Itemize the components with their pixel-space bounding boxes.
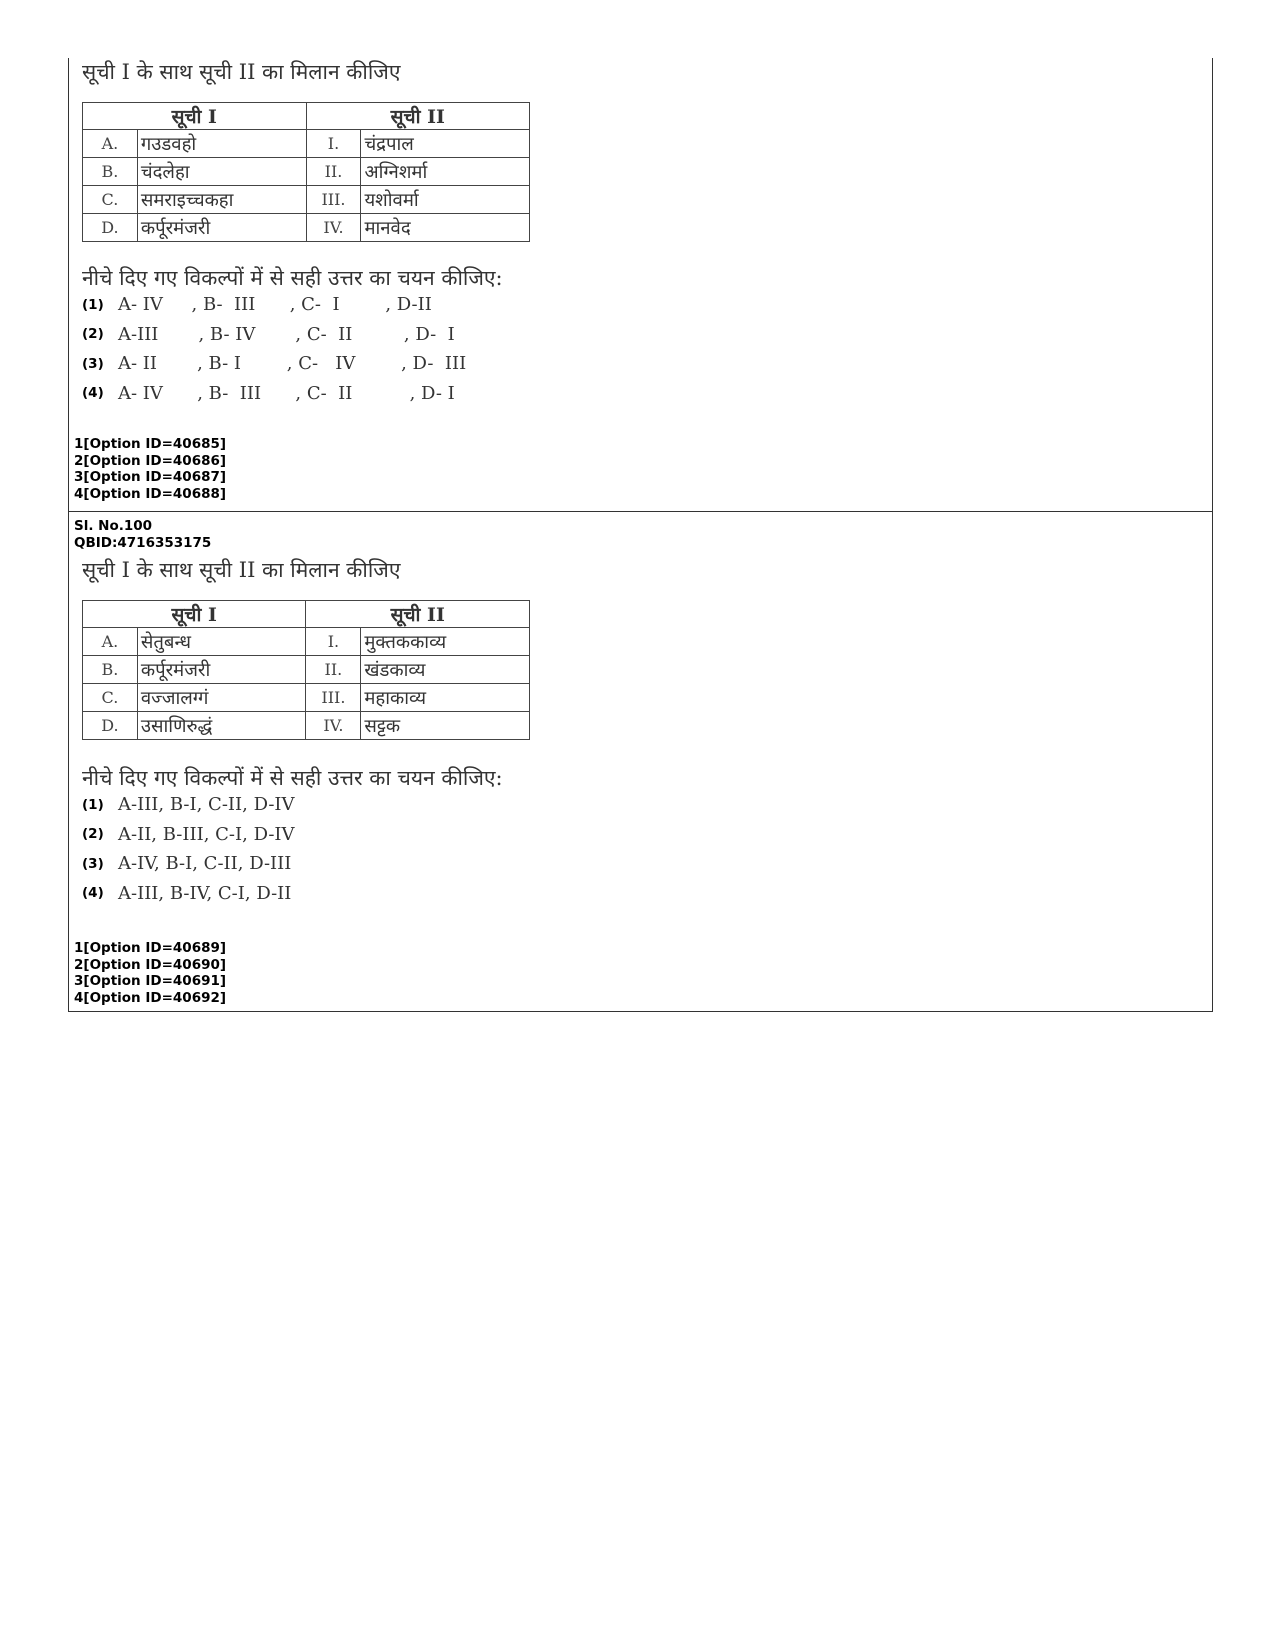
option-item[interactable] [82, 320, 466, 350]
option-text: A-III, B-IV, C-I, D-II [118, 882, 292, 904]
option-id: 3[Option ID=40687] [74, 469, 227, 485]
qbid: QBID:4716353175 [74, 534, 212, 551]
row-label: C. [83, 684, 138, 712]
table-header-row [83, 103, 530, 130]
row-label: I. [306, 628, 361, 656]
list-2-item: खंडकाव्य [361, 656, 530, 684]
option-number: (4) [82, 885, 104, 902]
option-number: (3) [82, 355, 104, 372]
question-block-99 [68, 58, 1213, 512]
option-ids [74, 940, 226, 1006]
question-text: सूची I के साथ सूची II का मिलान कीजिए [82, 60, 401, 84]
option-text: A-III , B- IV , C- II , D- I [118, 323, 455, 345]
table-row [83, 628, 530, 656]
option-ids [74, 436, 226, 502]
option-text: A- IV , B- III , C- II , D- I [118, 382, 455, 404]
list-1-item: समराइच्चकहा [137, 186, 306, 214]
option-text: A-IV, B-I, C-II, D-III [118, 853, 292, 875]
row-label: III. [306, 684, 361, 712]
question-meta [74, 518, 211, 551]
option-number: (3) [82, 855, 104, 872]
row-label: IV. [306, 214, 361, 242]
match-table [82, 102, 530, 242]
options-list [82, 790, 295, 908]
option-id: 3[Option ID=40691] [74, 973, 227, 989]
list-1-item: चंदलेहा [137, 158, 306, 186]
table-row [83, 214, 530, 242]
list-2-header: सूची II [306, 601, 530, 628]
row-label: IV. [306, 712, 361, 740]
list-1-header: सूची I [83, 103, 307, 130]
option-item[interactable] [82, 879, 295, 909]
list-1-item: कर्पूरमंजरी [137, 656, 306, 684]
list-1-item: सेतुबन्ध [137, 628, 306, 656]
table-row [83, 158, 530, 186]
instruction-text: नीचे दिए गए विकल्पों में से सही उत्तर का चयन कीजिए: [82, 266, 503, 290]
option-number: (1) [82, 296, 104, 313]
row-label: C. [83, 186, 138, 214]
list-2-item: मानवेद [361, 214, 530, 242]
list-2-item: सट्टक [361, 712, 530, 740]
option-id: 2[Option ID=40690] [74, 956, 227, 973]
option-text: A- IV , B- III , C- I , D-II [118, 294, 432, 316]
match-table [82, 600, 530, 740]
table-row [83, 186, 530, 214]
option-text: A- II , B- I , C- IV , D- III [118, 353, 467, 375]
instruction-text: नीचे दिए गए विकल्पों में से सही उत्तर का चयन कीजिए: [82, 766, 503, 790]
option-text: A-II, B-III, C-I, D-IV [118, 823, 295, 845]
row-label: A. [83, 130, 138, 158]
option-item[interactable] [82, 820, 295, 850]
row-label: II. [306, 158, 361, 186]
option-id: 1[Option ID=40685] [74, 436, 227, 452]
option-item[interactable] [82, 849, 295, 879]
question-text: सूची I के साथ सूची II का मिलान कीजिए [82, 558, 401, 582]
list-1-item: उसाणिरुद्धं [137, 712, 306, 740]
option-number: (2) [82, 326, 104, 343]
options-list [82, 290, 466, 408]
table-row [83, 712, 530, 740]
option-id: 4[Option ID=40688] [74, 485, 227, 502]
row-label: D. [83, 712, 138, 740]
row-label: A. [83, 628, 138, 656]
option-text: A-III, B-I, C-II, D-IV [118, 794, 295, 816]
list-2-item: चंद्रपाल [361, 130, 530, 158]
table-row [83, 656, 530, 684]
table-row [83, 684, 530, 712]
list-2-header: सूची II [306, 103, 529, 130]
row-label: III. [306, 186, 361, 214]
row-label: I. [306, 130, 361, 158]
table-row [83, 130, 530, 158]
option-number: (4) [82, 385, 104, 402]
list-1-item: वज्जालग्गं [137, 684, 306, 712]
option-item[interactable] [82, 349, 466, 379]
option-id: 1[Option ID=40689] [74, 940, 227, 956]
list-2-item: अग्निशर्मा [361, 158, 530, 186]
row-label: II. [306, 656, 361, 684]
list-1-header: सूची I [83, 601, 306, 628]
table-header-row [83, 601, 530, 628]
option-id: 4[Option ID=40692] [74, 989, 227, 1006]
option-number: (1) [82, 796, 104, 813]
option-number: (2) [82, 826, 104, 843]
row-label: B. [83, 158, 138, 186]
option-id: 2[Option ID=40686] [74, 452, 227, 469]
list-1-item: कर्पूरमंजरी [137, 214, 306, 242]
list-1-item: गउडवहो [137, 130, 306, 158]
option-item[interactable] [82, 790, 295, 820]
option-item[interactable] [82, 379, 466, 409]
list-2-item: मुक्तककाव्य [361, 628, 530, 656]
option-item[interactable] [82, 290, 466, 320]
row-label: B. [83, 656, 138, 684]
list-2-item: महाकाव्य [361, 684, 530, 712]
list-2-item: यशोवर्मा [361, 186, 530, 214]
question-block-100 [68, 512, 1213, 1012]
row-label: D. [83, 214, 138, 242]
serial-number: Sl. No.100 [74, 518, 153, 534]
